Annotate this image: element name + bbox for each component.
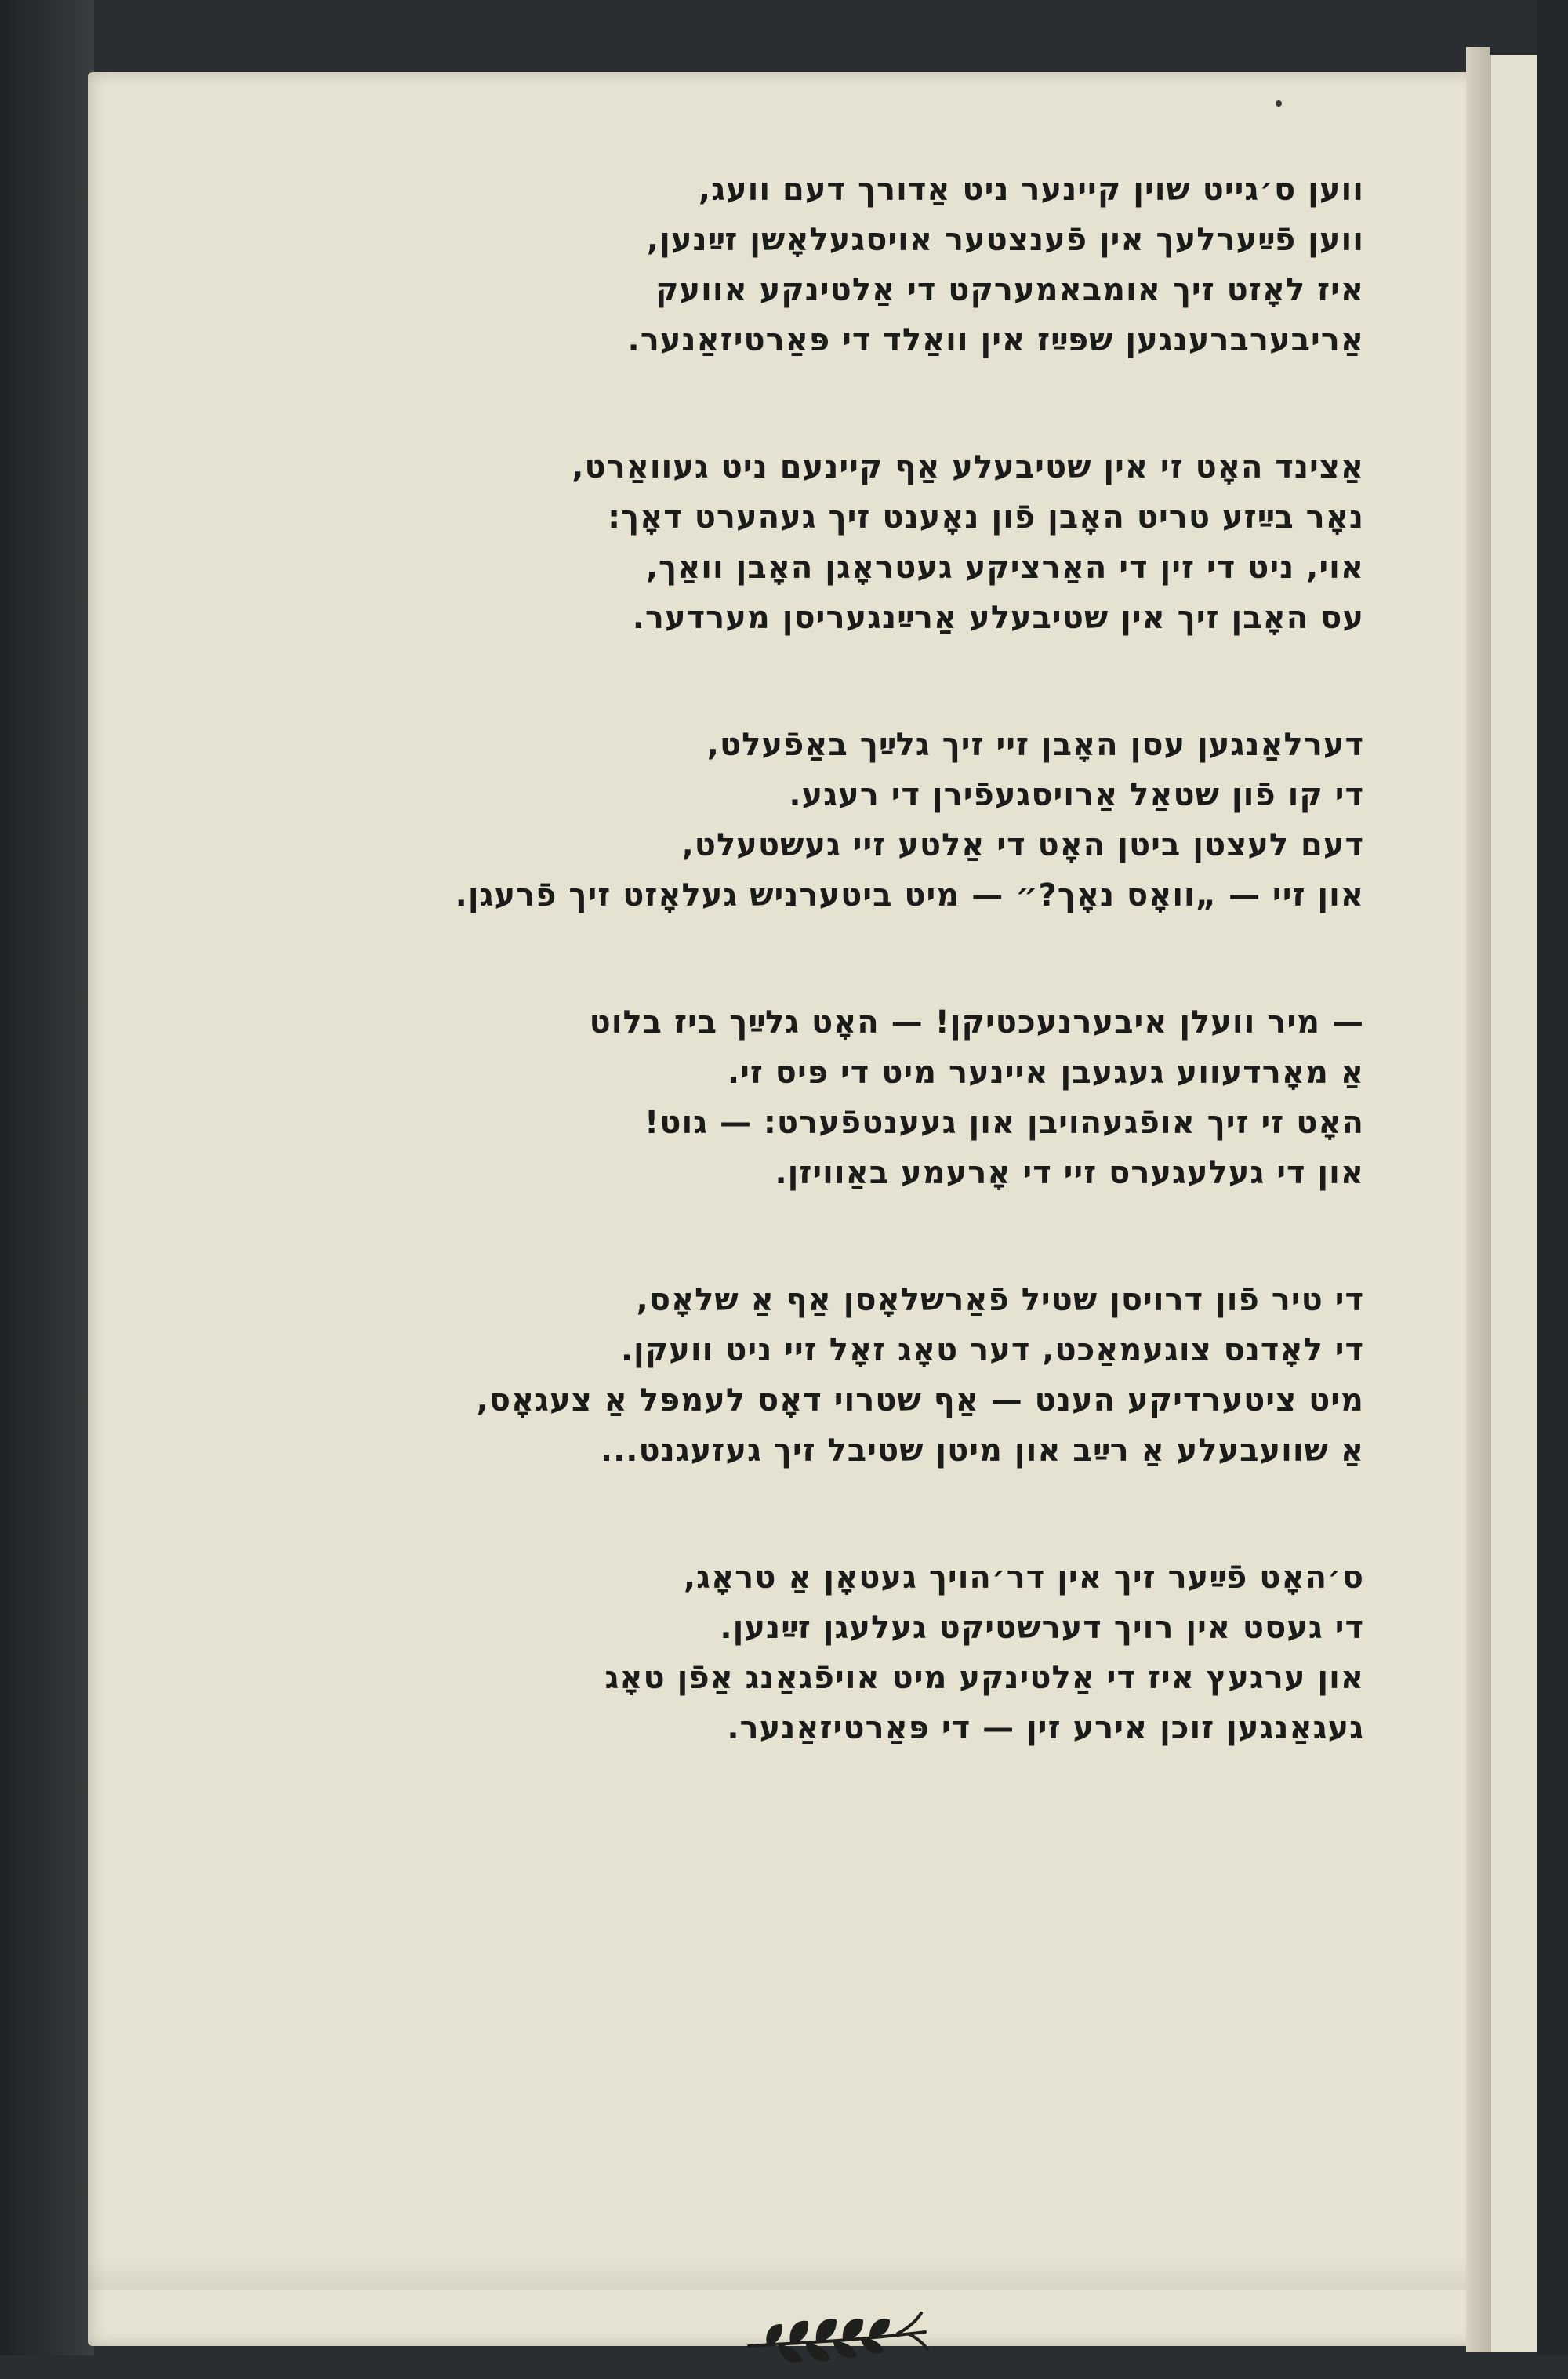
stanza-4 — [298, 997, 1364, 1198]
stanza-5 — [298, 1275, 1364, 1476]
poem-line: דעם לעצטן ביטן האָט די אַלטע זיי געשטעלט, — [681, 827, 1364, 863]
floral-ornament-icon — [733, 2297, 937, 2376]
poem-line: ווען ס׳גייט שוין קיינער ניט אַדורך דעם וועג, — [698, 172, 1364, 208]
poem-line: און זיי — „וואָס נאָך?״ — מיט ביטערניש געלאָזט זיך פֿרעגן. — [455, 877, 1364, 913]
page-speck — [1276, 100, 1282, 107]
stanza-1 — [298, 165, 1364, 365]
stanza-3 — [298, 720, 1364, 921]
poem-line: און ערגעץ איז די אַלטינקע מיט אויפֿגאַנג אַפֿן טאָג — [604, 1660, 1364, 1696]
stanza-2 — [298, 442, 1364, 643]
poem-line: געגאַנגען זוכן אירע זין — די פּאַרטיזאַנער. — [727, 1710, 1364, 1746]
page-gutter — [1466, 47, 1490, 2352]
poem-line: די לאָדנס צוגעמאַכט, דער טאָג זאָל זיי ניט וועקן. — [620, 1332, 1364, 1368]
ornament-graphic — [733, 2297, 937, 2376]
poem-line: איז לאָזט זיך אומבאמערקט די אַלטינקע אוועק — [655, 272, 1364, 308]
poem-line: אַ מאָרדעווע געגעבן איינער מיט די פּיס זי. — [727, 1055, 1364, 1091]
poem-line: אַ שוועבעלע אַ רײַב און מיטן שטיבל זיך געזעגנט... — [600, 1433, 1364, 1469]
scan-backdrop-right — [1537, 0, 1568, 2355]
poem-line: האָט זי זיך אופֿגעהויבן און געענטפֿערט: — גוט! — [644, 1105, 1364, 1141]
poem-line: — מיר וועלן איבערנעכטיקן! — האָט גלײַך ביז בלוט — [589, 1004, 1364, 1041]
poem-line: ווען פֿײַערלעך אין פֿענצטער אויסגעלאָשן זײַנען, — [646, 222, 1364, 258]
poem-line: אַצינד האָט זי אין שטיבעלע אַף קיינעם ניט געוואַרט, — [572, 449, 1364, 485]
page-shadow — [88, 2258, 1483, 2290]
scan-backdrop-left — [0, 0, 94, 2355]
poem-text — [298, 165, 1364, 1830]
poem-line: אַריבערברענגען שפּײַז אין וואַלד די פּאַרטיזאַנער. — [627, 322, 1364, 358]
poem-line: ס׳האָט פֿײַער זיך אין דר׳הויך געטאָן אַ טראָג, — [683, 1560, 1364, 1596]
poem-line: עס האָבן זיך אין שטיבעלע אַרײַנגעריסן מערדער. — [632, 600, 1364, 636]
poem-line: די געסט אין רויך דערשטיקט געלעגן זײַנען. — [720, 1610, 1364, 1646]
poem-line: אוי, ניט די זין די האַרציקע געטראָגן האָבן וואַך, — [645, 550, 1364, 586]
stanza-6 — [298, 1553, 1364, 1753]
poem-line: מיט ציטערדיקע הענט — אַף שטרוי דאָס לעמפּל אַ צעגאָס, — [476, 1382, 1364, 1418]
poem-line: די קו פֿון שטאַל אַרויסגעפֿירן די רעגע. — [789, 777, 1364, 813]
poem-line: דערלאַנגען עסן האָבן זיי זיך גלײַך באַפֿעלט, — [706, 727, 1364, 763]
facing-page-edge — [1490, 55, 1538, 2352]
poem-line: און די געלעגערס זיי די אָרעמע באַוויזן. — [775, 1155, 1364, 1191]
poem-line: די טיר פֿון דרויסן שטיל פֿאַרשלאָסן אַף אַ שלאָס, — [636, 1282, 1364, 1318]
poem-line: נאָר בײַזע טריט האָבן פֿון נאָענט זיך געהערט דאָך: — [608, 499, 1364, 536]
